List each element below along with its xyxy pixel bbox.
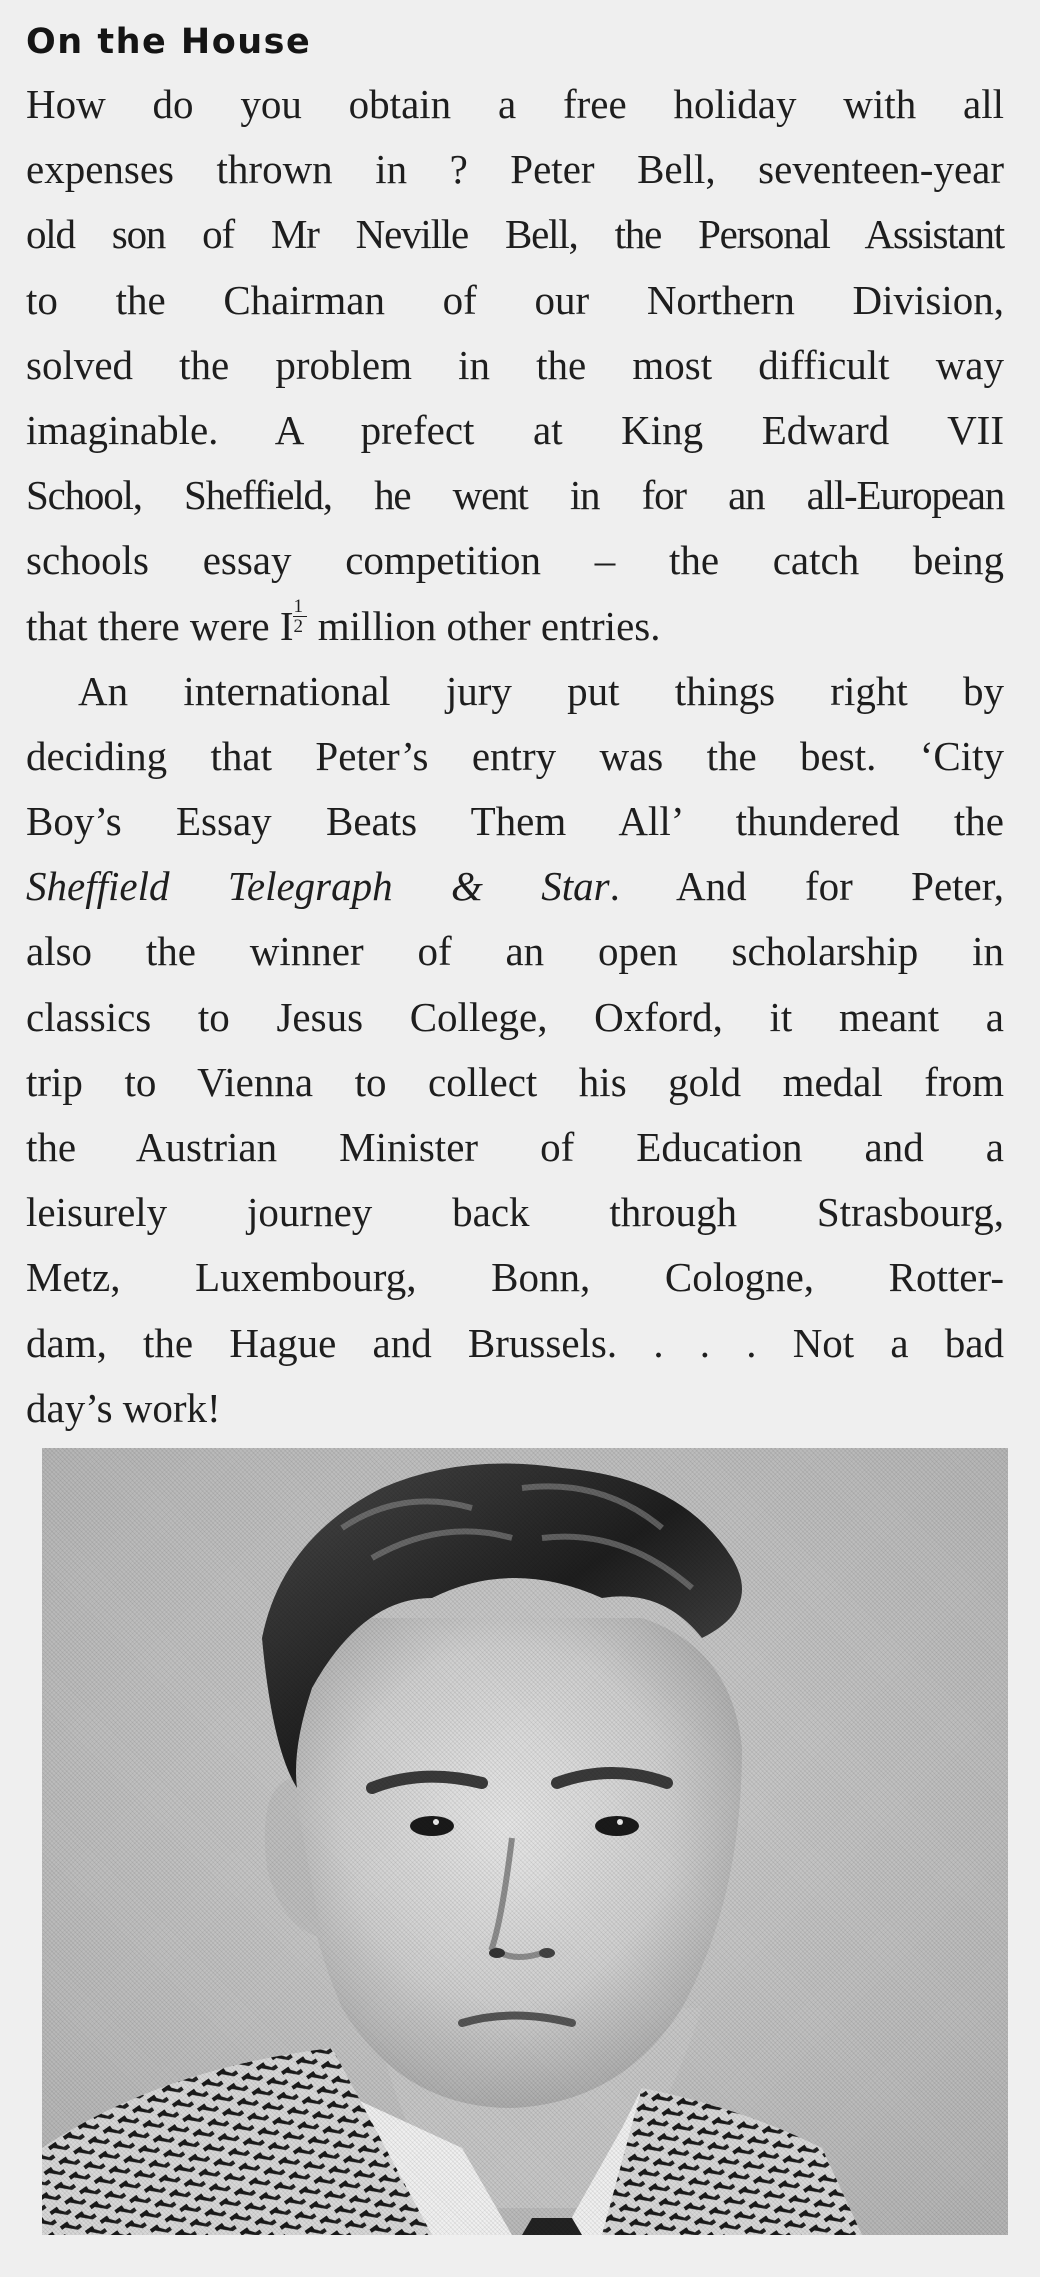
paragraph-2-line-5: also the winner of an open scholarship in <box>26 928 1004 975</box>
line-text: million other entries. <box>307 602 661 649</box>
paragraph-2-line-7: trip to Vienna to collect his gold medal from <box>26 1058 1004 1105</box>
paragraph-2-line-12: day’s work! <box>26 1384 221 1431</box>
fraction-numerator: 1 <box>293 597 307 617</box>
portrait-illustration <box>42 1448 1008 2235</box>
paragraph-1-line-1: How do you obtain a free holiday with all <box>26 81 1004 127</box>
paragraph-1-line-7: School, Sheffield, he went in for an all-European <box>26 472 1004 519</box>
paragraph-2-line-10: Metz, Luxembourg, Bonn, Cologne, Rotter- <box>26 1254 1004 1301</box>
paragraph-2-line-3: Boy’s Essay Beats Them All’ thundered the <box>26 798 1004 845</box>
paragraph-2-line-8: the Austrian Minister of Education and a <box>26 1124 1004 1170</box>
paragraph-1-line-9 <box>26 594 1004 659</box>
portrait-photo <box>42 1448 1008 2235</box>
paragraph-2-line-1: An international jury put things right by <box>78 667 1004 714</box>
paragraph-2-line-2: deciding that Peter’s entry was the best. ‘City <box>26 732 1004 779</box>
paragraph-2-line-11: dam, the Hague and Brussels. . . . Not a bad <box>26 1319 1004 1366</box>
paragraph-1-line-5: solved the problem in the most difficult way <box>26 341 1004 388</box>
newspaper-name: Sheffield Telegraph & Star <box>26 863 610 910</box>
paragraph-2-line-9: leisurely journey back through Strasbourg, <box>26 1189 1004 1236</box>
article-title: On the House <box>26 22 312 62</box>
paragraph-1-line-2: expenses thrown in ? Peter Bell, seventeen-year <box>26 146 1004 193</box>
fraction-half <box>293 597 307 636</box>
fraction-whole: I <box>279 602 294 649</box>
line-text: . And for Peter, <box>609 863 1004 910</box>
paragraph-1-line-6: imaginable. A prefect at King Edward VII <box>26 406 1004 453</box>
paragraph-2-line-4 <box>26 854 1004 919</box>
fraction-denominator: 2 <box>293 615 303 637</box>
paragraph-1-line-3: old son of Mr Neville Bell, the Personal Assistant <box>26 211 1004 258</box>
paragraph-1-line-4: to the Chairman of our Northern Division, <box>26 276 1004 323</box>
article-body <box>26 72 1004 1441</box>
paragraph-2-line-6: classics to Jesus College, Oxford, it meant a <box>26 993 1004 1040</box>
paragraph-1-line-8: schools essay competition – the catch being <box>26 537 1004 584</box>
line-text: that there were <box>26 602 280 649</box>
